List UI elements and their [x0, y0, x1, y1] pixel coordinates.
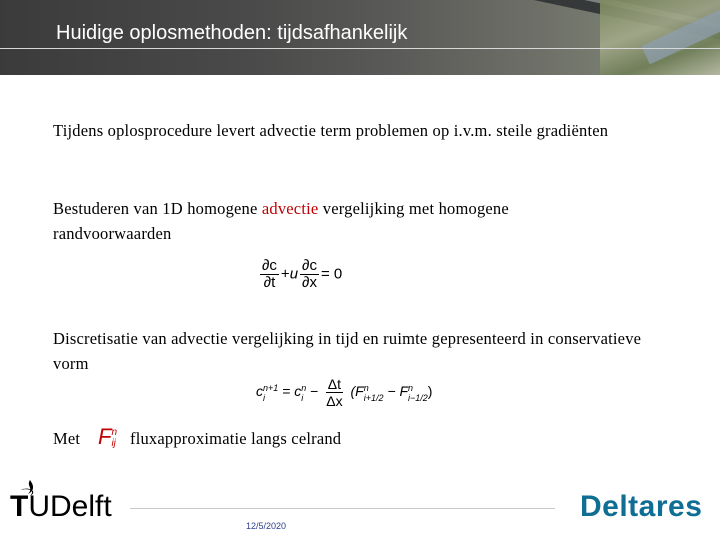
eq1-den-1: ∂t: [263, 274, 276, 291]
footer-divider: [130, 508, 555, 509]
eq1-fraction-2: [300, 258, 319, 291]
eq2-rhs-sub: i: [301, 392, 304, 403]
eq2-rhs-sup: n: [301, 382, 307, 393]
paragraph-2-highlight: advectie: [261, 199, 319, 218]
header-divider: [0, 48, 720, 49]
paragraph-4-suffix: fluxapproximatie langs celrand: [130, 429, 342, 448]
flux-symbol: [98, 424, 117, 450]
eq2-den: Δx: [326, 393, 343, 409]
flux-sup: n: [111, 427, 118, 439]
eq1-num-1: ∂c: [262, 257, 277, 274]
eq1-plus: +: [280, 265, 290, 283]
flux-scripts: [111, 427, 117, 449]
eq2-f2-sub: i−1/2: [408, 392, 428, 403]
eq2-lhs: c: [256, 383, 263, 400]
eq2-f1-sub: i+1/2: [363, 392, 384, 403]
eq2-lhs-scripts: [263, 383, 278, 403]
eq2-lhs-sub: i: [263, 392, 265, 403]
eq2-rhs-c: = c: [282, 383, 302, 400]
eq2-close: ): [427, 383, 433, 400]
tudelft-rest: Delft: [50, 490, 112, 523]
advection-equation: [258, 258, 342, 291]
scheme-equation: [256, 376, 432, 409]
paragraph-2-after: vergelijking met homogene randvoorwaarden: [53, 199, 509, 243]
eq2-f1-scripts: [364, 383, 384, 403]
paragraph-2-before: Bestuderen van 1D homogene: [53, 199, 262, 218]
eq2-mid: − F: [387, 383, 408, 400]
eq2-f2-scripts: [408, 383, 428, 403]
eq2-open: (F: [350, 383, 364, 400]
paragraph-1: Tijdens oplosprocedure levert advectie term problemen op i.v.m. steile gradiënten: [53, 121, 609, 140]
eq2-lhs-sup: n+1: [263, 382, 279, 393]
paragraph-2: [53, 196, 553, 246]
eq1-den-2: ∂x: [302, 274, 317, 291]
eq1-velocity: u: [289, 265, 299, 283]
eq1-rhs: = 0: [320, 265, 343, 283]
flux-sub: ij: [111, 438, 116, 450]
eq2-num: Δt: [327, 376, 342, 392]
header-banner: [0, 0, 720, 75]
tudelft-u: U: [28, 490, 50, 523]
paragraph-3: Discretisatie van advectie vergelijking in tijd en ruimte gepresenteerd in conservatieve vorm: [53, 329, 642, 373]
deltares-logo: Deltares: [580, 490, 703, 523]
flux-base: F: [98, 424, 112, 449]
eq2-minus: −: [310, 383, 319, 400]
tudelft-wordmark: [10, 490, 112, 524]
eq1-num-2: ∂c: [302, 257, 317, 274]
eq1-fraction-1: [260, 258, 279, 291]
tudelft-logo: [10, 478, 125, 527]
eq2-f2-sup: n: [408, 382, 414, 393]
eq2-f1-sup: n: [363, 382, 369, 393]
paragraph-4-prefix: Met: [53, 429, 81, 448]
slide-title: Huidige oplosmethoden: tijdsafhankelijk: [56, 22, 408, 44]
eq2-rhs-scripts: [301, 383, 306, 403]
slide-date: 12/5/2020: [246, 521, 287, 531]
eq2-fraction: [324, 376, 344, 409]
tudelft-t: T: [10, 490, 29, 523]
